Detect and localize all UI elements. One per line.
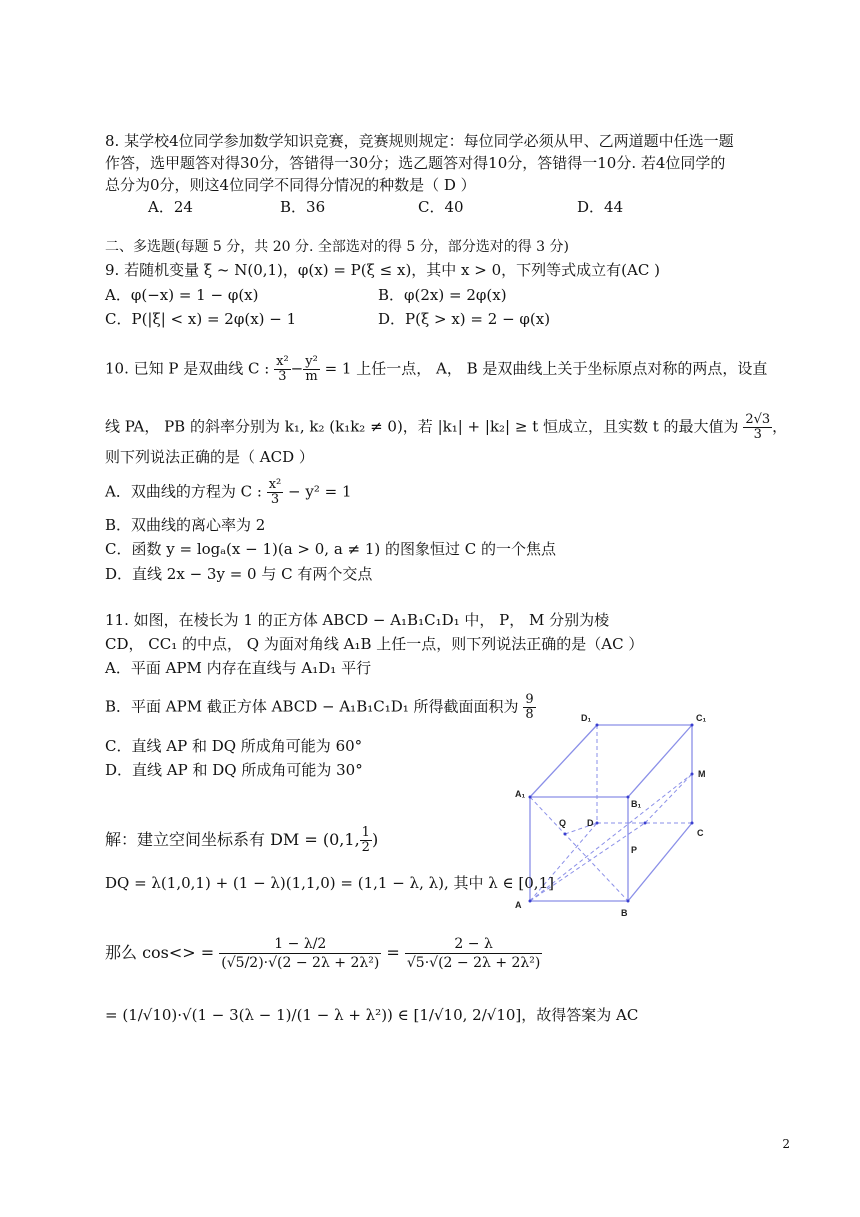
solution-line2: DQ = λ(1,0,1) + (1 − λ)(1,1,0) = (1,1 − λ, λ), 其中 λ ∈ [0,1] [105,874,554,892]
solution-line3: 那么 cos<> = $\frac{1 - \lambda/2}{\text{(√5/2)·√(2 − 2λ + 2λ²)}}$ = $\frac{2 - \lambda}{\text{√5·√(2 − 2λ + 2λ²)}}$ [105,936,541,971]
q11-line2: CD， CC₁ 的中点， Q 为面对角线 A₁B 上任一点，则下列说法正确的是（AC ） [105,635,644,653]
label-p: P [631,845,638,855]
q11-line1: 11. 如图，在棱长为 1 的正方体 ABCD − A₁B₁C₁D₁ 中， P， M 分别为棱 [105,611,610,629]
q10-line3: 则下列说法正确的是（ ACD ） [105,448,314,466]
q10-frac-y: $\frac{\text{y²}}{m}$ [305,354,318,384]
q9-stem: 9. 若随机变量 ξ ~ N(0,1)，φ(x) = P(ξ ≤ x)，其中 x > 0，下列等式成立有(AC ) [105,261,660,279]
q8-line2: 作答，选甲题答对得30分，答错得一30分；选乙题答对得10分，答错得一10分. 若4位同学的 [105,154,726,172]
q9-option-c: C．P(|ξ| < x) = 2φ(x) − 1 [105,310,297,328]
q10-stem: 10. 已知 P 是双曲线 C : $\frac{\text{x²}}{3}$ − $\frac{\text{y²}}{m}$ = 1 上任一点， A， B 是双曲线上关于坐标原点对称的两点，设直 [105,354,768,384]
q8-line1: 8. 某学校4位同学参加数学知识竞赛，竞赛规则规定：每位同学必须从甲、乙两道题中任选一题 [105,132,734,150]
solution-line4: = (1/√10)·√(1 − 3(λ − 1)/(1 − λ + λ²)) ∈ [1/√10, 2/√10]，故得答案为 AC [105,1006,639,1024]
q10-option-a: A．双曲线的方程为 C : $\frac{\text{x²}}{3}$ − y² = 1 [105,477,352,507]
q10-option-c: C．函数 y = logₐ(x − 1)(a > 0, a ≠ 1) 的图象恒过 C 的一个焦点 [105,540,557,558]
q9-option-a: A．φ(−x) = 1 − φ(x) [105,286,259,304]
label-q: Q [559,818,567,828]
solution-line1: 解：建立空间坐标系有 DM = (0,1, $\frac{1}{2}$ ) [105,825,379,855]
q10-stem-b: = 1 上任一点， A， B 是双曲线上关于坐标原点对称的两点，设直 [324,359,768,378]
q8-option-a: A．24 [148,198,193,216]
label-a1: A₁ [515,789,526,799]
label-b: B [621,908,628,918]
q8-option-c: C．40 [418,198,464,216]
label-c: C [697,828,704,838]
q10-stem-a: 10. 已知 P 是双曲线 C : [105,359,270,378]
q8-line3: 总分为0分，则这4位同学不同得分情况的种数是（ D ） [105,176,476,194]
q10-frac-x: $\frac{\text{x²}}{3}$ [276,354,289,384]
q10-line2-text: 线 PA， PB 的斜率分别为 k₁, k₂ (k₁k₂ ≠ 0)，若 |k₁| + |k₂| ≥ t 恒成立，且实数 t 的最大值为 [105,417,739,436]
q10-max-frac: $\frac{2√3}{3}$ [745,412,771,442]
label-m: M [698,769,706,779]
section-heading: 二、多选题(每题 5 分，共 20 分. 全部选对的得 5 分，部分选对的得 3 分) [105,239,569,255]
label-d1: D₁ [581,713,592,723]
line-am [530,774,692,901]
q10-line2: 线 PA， PB 的斜率分别为 k₁, k₂ (k₁k₂ ≠ 0)，若 |k₁| + |k₂| ≥ t 恒成立，且实数 t 的最大值为 $\frac{2√3}{3}$ ， [105,412,788,442]
label-d: D [587,818,594,828]
q9-option-b: B．φ(2x) = 2φ(x) [378,286,507,304]
edge-b1c1 [628,725,692,797]
q11-option-c: C．直线 AP 和 DQ 所成角可能为 60° [105,737,363,755]
edge-a1d1 [530,725,597,797]
label-c1: C₁ [696,713,707,723]
line-pm [645,774,692,823]
q9-option-d: D．P(ξ > x) = 2 − φ(x) [378,310,551,328]
page-number: 2 [782,1137,790,1151]
q8-option-b: B．36 [280,198,326,216]
q10-option-d: D．直线 2x − 3y = 0 与 C 有两个交点 [105,565,373,583]
label-b1: B₁ [631,799,642,809]
q11-option-a: A．平面 APM 内存在直线与 A₁D₁ 平行 [105,659,372,677]
q10-option-b: B．双曲线的离心率为 2 [105,516,266,534]
edge-bc [628,823,692,901]
label-a: A [515,900,522,910]
q8-option-d: D．44 [577,198,624,216]
q11-option-d: D．直线 AP 和 DQ 所成角可能为 30° [105,761,363,779]
q11-option-b: B．平面 APM 截正方体 ABCD − A₁B₁C₁D₁ 所得截面面积为 $\frac{9}{8}$ [105,692,534,722]
